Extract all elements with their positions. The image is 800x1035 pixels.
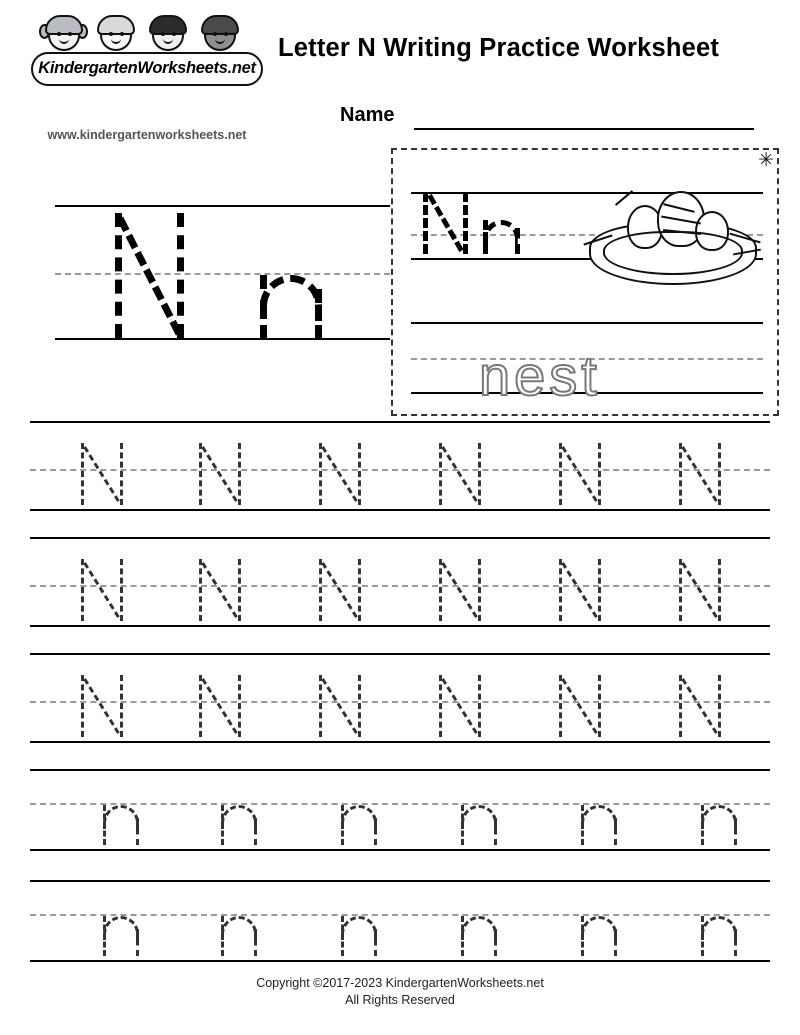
- trace-lowercase-n[interactable]: [580, 916, 620, 956]
- name-label: Name: [340, 104, 395, 126]
- row4-top-line: [30, 769, 770, 771]
- trace-uppercase-n[interactable]: [678, 559, 722, 621]
- footer: [0, 975, 800, 1009]
- practice-row-lowercase-1[interactable]: [30, 769, 770, 859]
- site-logo[interactable]: [18, 14, 276, 96]
- logo-word-net: .net: [227, 59, 256, 77]
- trace-uppercase-n[interactable]: [678, 443, 722, 505]
- practice-row-uppercase-2[interactable]: [30, 537, 770, 627]
- row5-top-line: [30, 880, 770, 882]
- trace-lowercase-n[interactable]: [580, 805, 620, 845]
- practice-row-lowercase-2[interactable]: [30, 880, 770, 970]
- trace-uppercase-n[interactable]: [558, 675, 602, 737]
- trace-lowercase-n[interactable]: [220, 916, 260, 956]
- logo-wordmark: [31, 52, 263, 86]
- demo-baseline: [55, 338, 390, 340]
- practice-row-uppercase-3[interactable]: [30, 653, 770, 743]
- trace-uppercase-n[interactable]: [678, 675, 722, 737]
- nest-illustration: [583, 185, 763, 290]
- star-icon: ✳: [758, 150, 774, 171]
- row3-mid-line: [30, 701, 770, 703]
- trace-uppercase-n[interactable]: [558, 559, 602, 621]
- logo-word-worksheets: Worksheets: [137, 59, 228, 77]
- row1-baseline: [30, 509, 770, 511]
- trace-lowercase-n[interactable]: [340, 916, 380, 956]
- logo-word-kindergarten: Kindergarten: [38, 59, 138, 77]
- trace-uppercase-n[interactable]: [438, 443, 482, 505]
- logo-badge: [23, 14, 271, 96]
- practice-row-uppercase-1[interactable]: [30, 421, 770, 511]
- row2-top-line: [30, 537, 770, 539]
- trace-uppercase-n[interactable]: [80, 559, 124, 621]
- trace-lowercase-n[interactable]: [460, 805, 500, 845]
- demo-letter-area: [55, 205, 390, 350]
- row2-mid-line: [30, 585, 770, 587]
- trace-lowercase-n[interactable]: [102, 805, 142, 845]
- footer-copyright: Copyright ©2017-2023 KindergartenWorksheets.net: [256, 976, 544, 990]
- row4-baseline: [30, 849, 770, 851]
- demo-lowercase-n: [260, 275, 326, 339]
- trace-uppercase-n[interactable]: [198, 559, 242, 621]
- row5-baseline: [30, 960, 770, 962]
- trace-uppercase-n[interactable]: [438, 559, 482, 621]
- trace-uppercase-n[interactable]: [198, 443, 242, 505]
- row1-mid-line: [30, 469, 770, 471]
- word-example-box: [391, 148, 779, 416]
- footer-rights: All Rights Reserved: [345, 993, 455, 1007]
- name-field-row: [340, 104, 760, 132]
- demo-top-line: [55, 205, 390, 207]
- wordbox-line-4: [411, 322, 763, 324]
- site-url-text: www.kindergartenworksheets.net: [47, 128, 247, 142]
- trace-uppercase-n[interactable]: [558, 443, 602, 505]
- trace-lowercase-n[interactable]: [460, 916, 500, 956]
- trace-uppercase-n[interactable]: [318, 675, 362, 737]
- row2-baseline: [30, 625, 770, 627]
- trace-lowercase-n[interactable]: [700, 805, 740, 845]
- trace-lowercase-n[interactable]: [102, 916, 142, 956]
- trace-uppercase-n[interactable]: [318, 559, 362, 621]
- trace-uppercase-n[interactable]: [80, 675, 124, 737]
- row3-top-line: [30, 653, 770, 655]
- trace-lowercase-n[interactable]: [340, 805, 380, 845]
- name-input-line[interactable]: [414, 128, 754, 130]
- trace-lowercase-n[interactable]: [700, 916, 740, 956]
- example-word: nest: [479, 344, 601, 407]
- row3-baseline: [30, 741, 770, 743]
- page-title: Letter N Writing Practice Worksheet: [278, 34, 720, 62]
- row1-top-line: [30, 421, 770, 423]
- trace-uppercase-n[interactable]: [318, 443, 362, 505]
- trace-uppercase-n[interactable]: [438, 675, 482, 737]
- trace-uppercase-n[interactable]: [198, 675, 242, 737]
- wordbox-letter-pair: [421, 192, 541, 256]
- demo-mid-line: [55, 273, 390, 275]
- demo-uppercase-n: [113, 213, 185, 338]
- trace-uppercase-n[interactable]: [80, 443, 124, 505]
- trace-lowercase-n[interactable]: [220, 805, 260, 845]
- worksheet-header: [0, 0, 800, 150]
